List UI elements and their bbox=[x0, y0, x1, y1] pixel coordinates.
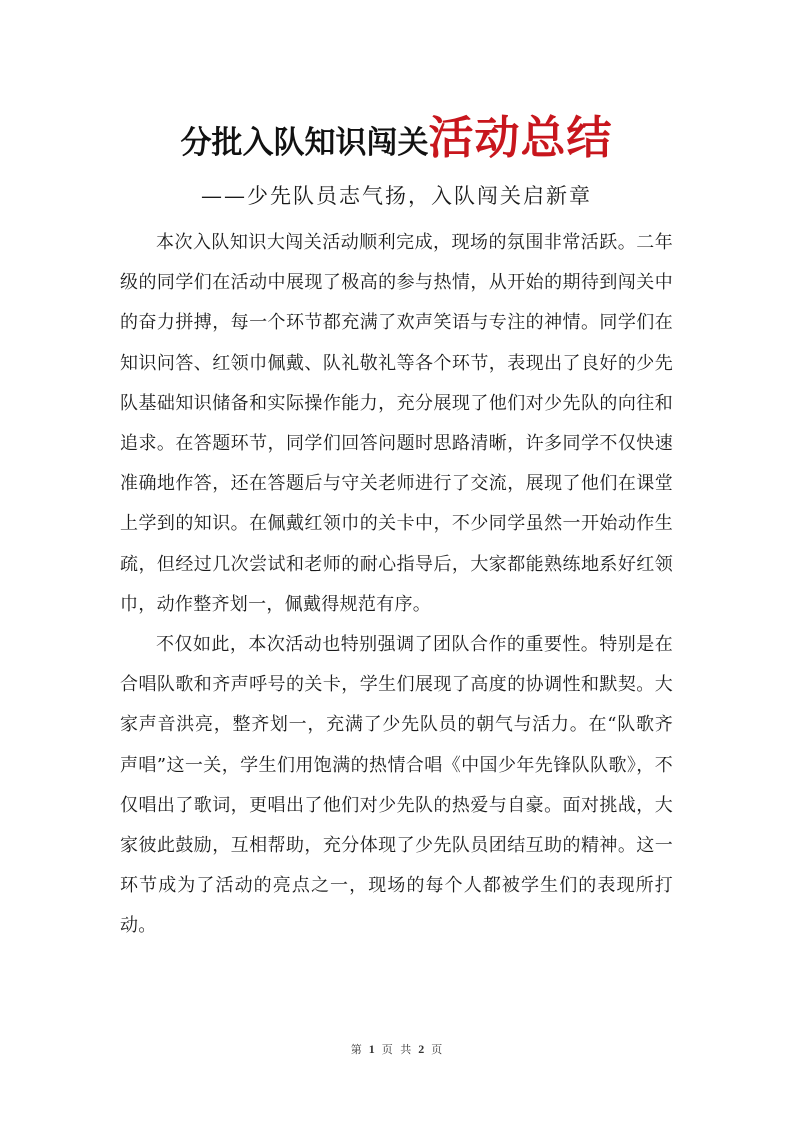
title-main-text: 分批入队知识闯关 bbox=[180, 125, 429, 161]
footer-page-word-2: 页 bbox=[431, 1043, 443, 1056]
document-subtitle: ——少先队员志气扬，入队闯关启新章 bbox=[201, 184, 592, 208]
document-body bbox=[120, 223, 673, 947]
paragraph-2: 不仅如此，本次活动也特别强调了团队合作的重要性。特别是在合唱队歌和齐声呼号的关卡，学生们展现了高度的协调性和默契。大家声音洪亮，整齐划一，充满了少先队员的朝气与活力。在“队歌齐声唱”这一关，学生们用饱满的热情合唱《中国少年先锋队队歌》，不仅唱出了歌词，更唱出了他们对少先队的热爱与自豪。面对挑战，大家彼此鼓励，互相帮助，充分体现了少先队员团结互助的精神。这一环节成为了活动的亮点之一，现场的每个人都被学生们的表现所打动。 bbox=[120, 634, 673, 937]
footer-current-page: 1 bbox=[368, 1042, 375, 1056]
title-accent-text: 活动总结 bbox=[428, 111, 613, 164]
paragraph-1: 本次入队知识大闯关活动顺利完成，现场的氛围非常活跃。二年级的同学们在活动中展现了极高的参与热情，从开始的期待到闯关中的奋力拼搏，每一个环节都充满了欢声笑语与专注的神情。同学们在知识问答、红领巾佩戴、队礼敬礼等各个环节，表现出了良好的少先队基础知识储备和实际操作能力，充分展现了他们对少先队的向往和追求。在答题环节，同学们回答问题时思路清晰，许多同学不仅快速准确地作答，还在答题后与守关老师进行了交流，展现了他们在课堂上学到的知识。在佩戴红领巾的关卡中，不少同学虽然一开始动作生疏，但经过几次尝试和老师的耐心指导后，大家都能熟练地系好红领巾，动作整齐划一，佩戴得规范有序。 bbox=[120, 232, 673, 615]
footer-prefix: 第 bbox=[350, 1043, 362, 1056]
footer-total-word: 共 bbox=[400, 1043, 412, 1056]
page-footer bbox=[0, 1041, 793, 1057]
footer-total-pages: 2 bbox=[418, 1042, 425, 1056]
footer-page-word: 页 bbox=[381, 1043, 393, 1056]
document-title bbox=[0, 108, 793, 178]
